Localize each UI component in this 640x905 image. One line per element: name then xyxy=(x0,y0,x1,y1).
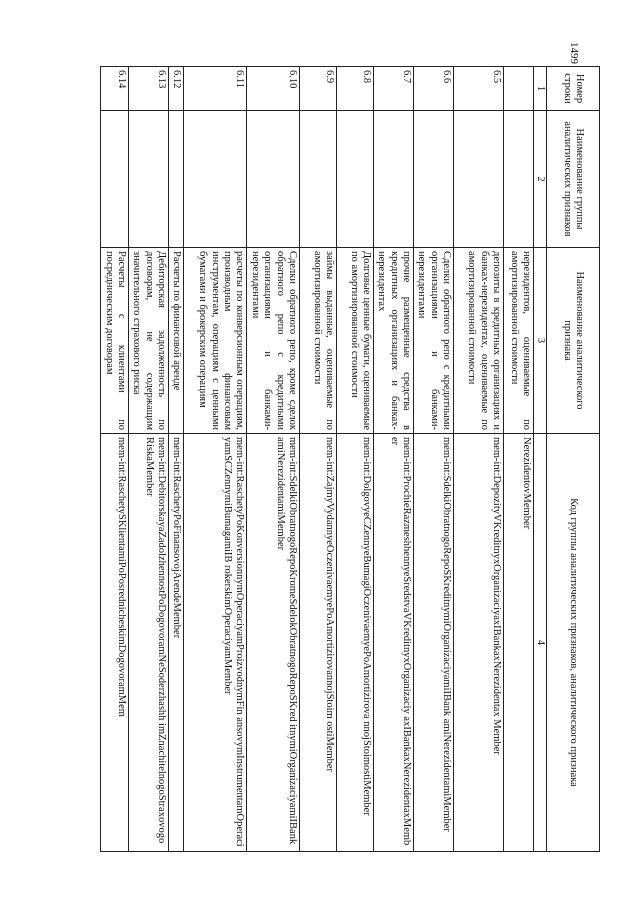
col-index: 3 xyxy=(534,248,547,434)
row-number: 6.14 xyxy=(100,67,128,111)
row-group xyxy=(336,111,373,248)
row-code: mem-int:RaschetyPoFinansovojArendeMember xyxy=(169,434,184,852)
row-feature-name: расчеты по конверсионным операциям, производным финансовым инструментам, операциям с ценными бумагами и брокерским операциям xyxy=(184,248,247,434)
col-index: 1 xyxy=(534,67,547,111)
row-group xyxy=(504,111,534,248)
header-feature-name: Наименование аналитического признака xyxy=(547,248,600,434)
table-row xyxy=(128,67,168,852)
header-row xyxy=(547,67,600,852)
row-code: NerezidentovMember xyxy=(504,434,534,852)
table-row xyxy=(247,67,300,852)
row-number xyxy=(504,67,534,111)
table-row xyxy=(299,67,336,852)
row-feature-name: займы выданные, оцениваемые по амортизированной стоимости xyxy=(299,248,336,434)
row-feature-name: Расчеты по финансовой аренде xyxy=(169,248,184,434)
row-group xyxy=(100,111,128,248)
page-number: 1499 xyxy=(568,42,580,64)
row-code: mem-int:ProchieRazmeshhennyeSredstvaVKreditnyxOrganizaciy axIBankaxNerezidentaxMember xyxy=(373,434,413,852)
row-feature-name: Сделки обратного репо с кредитными организациями и банками-нерезидентами xyxy=(414,248,454,434)
row-code: mem-int:SdelkiObratnogoRepoSKreditnymiOrganizaciyamiIBank amiNerezidentamiMember xyxy=(414,434,454,852)
row-group xyxy=(373,111,413,248)
row-code: mem-int:RaschetyPoKonversionnymOperaciyamProizvodnymFin ansovymInstrumentamOperaciyamSCZennymiBumagamiIB rokerskimOperaciyamMember xyxy=(184,434,247,852)
row-feature-name: Расчеты с клиентами по посредническим договорам xyxy=(100,248,128,434)
row-group xyxy=(454,111,504,248)
table-row xyxy=(336,67,373,852)
row-number: 6.5 xyxy=(454,67,504,111)
row-feature-name: Сделки обратного репо, кроме сделок обратного репо с кредитными организациями и банками-нерезидентами xyxy=(247,248,300,434)
row-feature-name: депозиты в кредитных организациях и банках-нерезидентах, оцениваемые по амортизированной стоимости xyxy=(454,248,504,434)
row-feature-name: прочие размещенные средства в кредитных организациях и банках-нерезидентах xyxy=(373,248,413,434)
header-code: Код группы аналитических признаков, аналитического признака xyxy=(547,434,600,852)
table-row xyxy=(184,67,247,852)
table-row xyxy=(414,67,454,852)
header-group-name: Наименование группы аналитических признаков xyxy=(547,111,600,248)
row-code: mem-int:SdelkiObratnogoRepoKromeSdelokObratnogoRepoSKred itnymiOrganizaciyamiIBankamiNerezidentamiMember xyxy=(247,434,300,852)
row-group xyxy=(128,111,168,248)
row-code: mem-int:DebitorskayaZadolzhennostPoDogovoramNeSoderzhashh imZnachitelnogoStraxovogoRiskaMember xyxy=(128,434,168,852)
row-number: 6.7 xyxy=(373,67,413,111)
column-index-row xyxy=(534,67,547,852)
analytics-table xyxy=(100,66,600,852)
row-group xyxy=(414,111,454,248)
col-index: 2 xyxy=(534,111,547,248)
row-number: 6.13 xyxy=(128,67,168,111)
table-row xyxy=(169,67,184,852)
row-group xyxy=(169,111,184,248)
col-index: 4 xyxy=(534,434,547,852)
row-group xyxy=(247,111,300,248)
row-number: 6.12 xyxy=(169,67,184,111)
table-row xyxy=(100,67,128,852)
row-number: 6.8 xyxy=(336,67,373,111)
rotated-page xyxy=(80,66,600,851)
table-row xyxy=(504,67,534,852)
row-group xyxy=(299,111,336,248)
row-number: 6.9 xyxy=(299,67,336,111)
row-code: mem-int:DepozityVKreditnyxOrganizaciyaxIBankaxNerezidentax Member xyxy=(454,434,504,852)
row-group xyxy=(184,111,247,248)
header-num: Номер строки xyxy=(547,67,600,111)
row-feature-name: Долговые ценные бумаги, оцениваемые по амортизированной стоимости xyxy=(336,248,373,434)
row-feature-name: нерезидентов, оцениваемые по амортизированной стоимости xyxy=(504,248,534,434)
row-code: mem-int:RaschetySKlientamiPoPosrednicheskimDogovoramMem xyxy=(100,434,128,852)
row-feature-name: Дебиторская задолженность по договорам, не содержащим значительного страхового риска xyxy=(128,248,168,434)
row-code: mem-int:ZajmyVydannyeOczenivaemyePoAmortizirovannojStoim ostiMember xyxy=(299,434,336,852)
table-row xyxy=(373,67,413,852)
row-number: 6.10 xyxy=(247,67,300,111)
table-row xyxy=(454,67,504,852)
row-code: mem-int:DolgovyeCZennyeBumagiOczenivaemyePoAmortizirova nnojStoimostiMember xyxy=(336,434,373,852)
row-number: 6.11 xyxy=(184,67,247,111)
row-number: 6.6 xyxy=(414,67,454,111)
